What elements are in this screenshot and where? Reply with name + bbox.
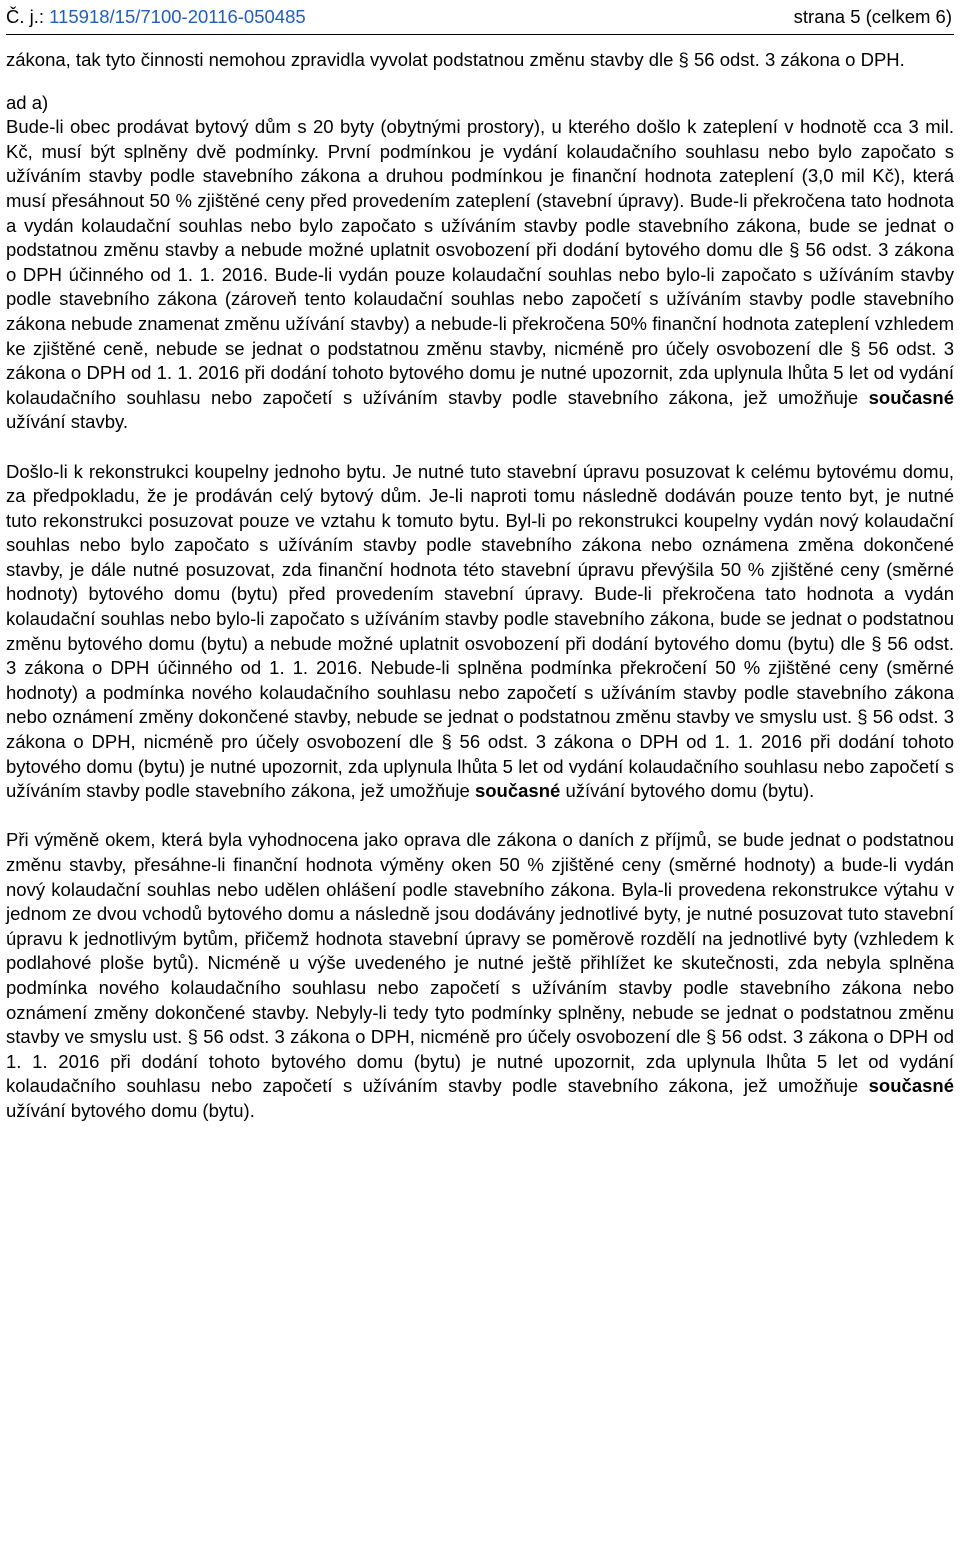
paragraph-text: zákona, tak tyto činnosti nemohou zpravidla vyvolat podstatnou změnu stavby dle § 56 odst. 3 zákona o DPH.	[6, 49, 905, 70]
paragraph-text: užívání bytového domu (bytu).	[560, 780, 815, 802]
paragraph-text: Bude-li obec prodávat bytový dům s 20 byty (obytnými prostory), u kterého došlo k zateplení v hodnotě cca 3 mil. Kč, musí být splněny dvě podmínky. První podmínkou je vydání kolaudačního souhlasu nebo bylo započato s užíváním stavby podle stavebního zákona a druhou podmínkou je finanční hodnota zateplení (3,0 mil Kč), která musí přesáhnout 50 % zjištěné ceny před provedením zateplení (stavební úpravy). Bude-li překročena tato hodnota a vydán kolaudační souhlas nebo bylo započato s užíváním stavby podle stavebního zákona, bude se jednat o podstatnou změnu stavby a nebude možné uplatnit osvobození při dodání bytového domu dle § 56 odst. 3 zákona o DPH účinného od 1. 1. 2016. Bude-li vydán pouze kolaudační souhlas nebo bylo-li započato s užíváním stavby podle stavebního zákona (zároveň tento kolaudační souhlas nebo započetí s užíváním stavby podle stavebního zákona nebude znamenat změnu užívání stavby) a nebude-li překročena 50% finanční hodnota zateplení vzhledem ke zjištěné ceně, nebude se jednat o podstatnou změnu stavby, nicméně pro účely osvobození dle § 56 odst. 3 zákona o DPH od 1. 1. 2016 při dodání tohoto bytového domu je nutné upozornit, zda uplynula lhůta 5 let od vydání kolaudačního souhlasu nebo započetí s užíváním stavby podle stavebního zákona, jež umožňuje	[6, 116, 954, 408]
paragraph-text: užívání stavby.	[6, 411, 129, 433]
document-body	[6, 48, 954, 1124]
paragraph-windows-elevator	[6, 828, 954, 1123]
paragraph-insulation	[6, 115, 954, 435]
paragraph-continuation	[6, 48, 954, 73]
document-page	[6, 0, 954, 1554]
emphasis-text: současné	[868, 386, 954, 408]
heading-text: ad a)	[6, 91, 49, 113]
emphasis-text: současné	[868, 1075, 954, 1097]
paragraph-text: Došlo-li k rekonstrukci koupelny jednoho bytu. Je nutné tuto stavební úpravu posuzovat k celému bytovému domu, za předpokladu, že je prodáván celý bytový dům. Je-li naproti tomu následně dodáván pouze tento byt, je nutné tuto rekonstrukci posuzovat pouze ve vztahu k tomuto bytu. Byl-li po rekonstrukci koupelny vydán nový kolaudační souhlas nebo bylo započato s užíváním stavby podle stavebního zákona nebo oznámena změna dokončené stavby, je dále nutné posuzovat, zda finanční hodnota této stavební úpravu převýšila 50 % zjištěné ceny (směrné hodnoty) bytového domu (bytu) před provedením stavební úpravy. Bude-li překročena tato hodnota a vydán kolaudační souhlas nebo bylo-li započato s užíváním stavby podle stavebního zákona, bude se jednat o podstatnou změnu bytového domu (bytu) a nebude možné uplatnit osvobození při dodání bytového domu (bytu) dle § 56 odst. 3 zákona o DPH účinného od 1. 1. 2016. Nebude-li splněna podmínka překročení 50 % zjištěné ceny (směrné hodnoty) a podmínka nového kolaudačního souhlasu nebo započetí s užíváním stavby podle stavebního zákona nebo oznámení změny dokončené stavby, nebude se jednat o podstatnou změnu stavby ve smyslu ust. § 56 odst. 3 zákona o DPH, nicméně pro účely osvobození dle § 56 odst. 3 zákona o DPH od 1. 1. 2016 při dodání tohoto bytového domu (bytu) je nutné upozornit, zda uplynula lhůta 5 let od vydání kolaudačního souhlasu nebo započetí s užíváním stavby podle stavebního zákona, jež umožňuje	[6, 460, 954, 802]
section-heading-ad-a	[6, 91, 954, 116]
reference-label: Č. j.:	[6, 6, 45, 27]
page-header	[6, 4, 954, 30]
page-counter: strana 5 (celkem 6)	[793, 6, 952, 27]
header-divider	[6, 34, 954, 35]
paragraph-bathroom	[6, 460, 954, 804]
reference-value: 115918/15/7100-20116-050485	[49, 6, 306, 27]
emphasis-text: současné	[474, 780, 561, 802]
paragraph-text: užívání bytového domu (bytu).	[6, 1099, 255, 1121]
paragraph-text: Při výměně okem, která byla vyhodnocena jako oprava dle zákona o daních z příjmů, se bude jednat o podstatnou změnu stavby, přesáhne-li finanční hodnota výměny oken 50 % zjištěné ceny (směrné hodnoty) a bude-li vydán nový kolaudační souhlas nebo udělen ohlášení podle stavebního zákona. Byla-li provedena rekonstrukce výtahu v jednom ze dvou vchodů bytového domu a následně jsou dodávány jednotlivé byty, je nutné posuzovat tuto stavební úpravu k jednotlivým bytům, přičemž hodnota stavební úpravy se poměrově rozdělí na jednotlivé byty (vzhledem k podlahové ploše bytů). Nicméně u výše uvedeného je nutné ještě přihlížet ke skutečnosti, zda nebyla splněna podmínka nového kolaudačního souhlasu nebo započetí s užíváním stavby podle stavebního zákona nebo oznámení změny dokončené stavby. Nebyly-li tedy tyto podmínky splněny, nebude se jednat o podstatnou změnu stavby ve smyslu ust. § 56 odst. 3 zákona o DPH, nicméně pro účely osvobození dle § 56 odst. 3 zákona o DPH od 1. 1. 2016 při dodání tohoto bytového domu (bytu) je nutné upozornit, zda uplynula lhůta 5 let od vydání kolaudačního souhlasu nebo započetí s užíváním stavby podle stavebního zákona, jež umožňuje	[6, 829, 954, 1097]
reference-number	[6, 4, 306, 30]
